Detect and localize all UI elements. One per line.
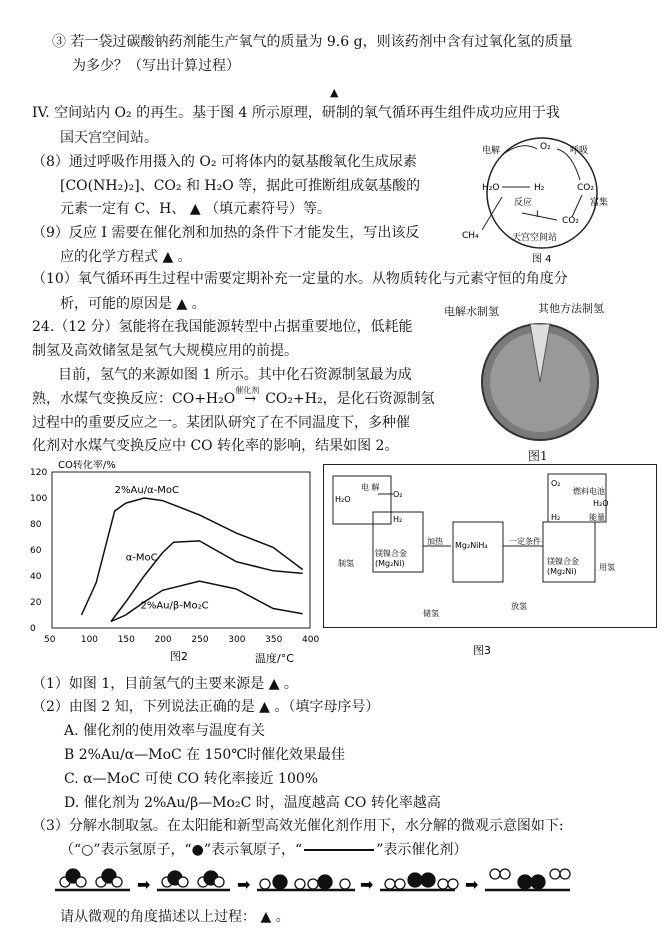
x-tick-label: 150 [117,635,135,645]
hydrogen-atom [395,879,405,889]
x-tick-label: 100 [80,635,99,645]
hydrogen-atom [260,879,270,889]
y-tick-label: 80 [30,520,42,530]
fig3-mg2ni: (Mg₂Ni) [375,559,405,568]
q24-option-b: B 2%Au/α—MoC 在 150℃时催化效果最佳 [64,747,346,763]
section-iv-line2: 国天宫空间站。 [60,130,158,146]
fig3-use-h2: 用氢 [599,563,615,572]
fig4-reaction-label: 反应 [514,198,533,208]
q24-line4 [32,386,435,408]
fig1-label-left: 电解水制氢 [444,305,499,318]
fig3-o2-right: O₂ [551,479,561,488]
fig3-fuel-cell: 燃料电池 [573,487,605,496]
fig4-enrich-label: 富集 [590,198,609,208]
hydrogen-atom [76,877,86,887]
fig4-ch4-label: CH₄ [462,231,479,241]
q9-line2: 应的化学方程式 ▲ 。 [60,249,192,265]
fig3-h2o: H₂O [335,495,351,504]
y-tick-label: 120 [30,468,48,478]
oxygen-atom [531,875,545,889]
fig3-release: 放氢 [511,602,527,611]
hydrogen-atom [490,869,500,879]
hydrogen-atom [550,869,560,879]
x-tick-label: 250 [191,635,209,645]
x-tick-label: 200 [154,635,172,645]
fig1-caption: 图1 [528,449,548,463]
hydrogen-atom [438,879,448,889]
hydrogen-atom [560,869,570,879]
oxygen-atom [421,873,435,887]
fig3-mgni-alloy: 镁镍合金 [375,549,407,558]
figure-1-disc [470,322,610,442]
fig4-h2o-label: H₂O [482,183,500,193]
q24-line2: 制氢及高效储氢是氢气大规模应用的前提。 [32,343,298,359]
y-tick-label: 40 [30,572,42,582]
q8-line2: [CO(NH₂)₂]、CO₂ 和 H₂O 等，据此可推断组成氨基酸的 [60,178,421,194]
y-tick-label: 0 [30,624,36,634]
fig3-electrolysis: 电 解 [361,483,380,492]
catalyst-arrow: 催化剂 → [235,390,265,408]
series-label: 2%Au/α-MoC [114,484,180,496]
fig4-co2-bottom-label: CO₂ [562,216,579,226]
hydrogen-atom [112,877,122,887]
arrow-icon: ➡ [237,875,251,894]
answer-triangle: ▲ [330,86,339,99]
fig4-h2-label: H₂ [534,183,545,193]
x-tick-label: 50 [44,635,56,645]
fig3-mgni-alloy-right: 镁镍合金 [547,557,579,566]
q8-line3: 元素一定有 C、H、 ▲ （填元素符号）等。 [60,201,332,217]
fig4-station-label: 天宫空间站 [512,233,558,243]
fig3-o2-left: O₂ [393,490,403,499]
y-tick-label: 60 [30,546,42,556]
q24-sub3-last: 请从微观的角度描述以上过程： ▲ 。 [60,909,290,925]
hydrogen-atom [340,879,350,889]
q24-sub3-line2-b: ”表示催化剂） [376,842,468,858]
q24-option-a: A. 催化剂的使用效率与温度有关 [64,723,266,739]
y-tick-label: 20 [30,598,42,608]
arrow-icon: ➡ [360,875,374,894]
series-line [81,498,302,615]
y-tick-label: 100 [30,494,48,504]
hydrogen-atom [178,877,188,887]
series-label: 2%Au/β-Mo₂C [140,600,209,612]
chart-ylabel: CO转化率/% [58,460,116,471]
fig3-certain-condition: 一定条件 [509,537,541,546]
q24-line1: 24.（12 分）氢能将在我国能源转型中占据重要地位，低耗能 [32,319,413,335]
hydrogen-atom [295,879,305,889]
fig3-h2-left: H₂ [393,515,403,524]
q3-line2: 为多少？（写出计算过程） [72,58,240,74]
water-decomposition-micro-diagram [55,862,615,898]
hydrogen-atom [308,879,318,889]
section-iv-line1: IV. 空间站内 O₂ 的再生。基于图 4 所示原理，研制的氧气循环再生组件成功应用于我 [32,105,560,121]
fig4-caption: 图 4 [532,254,552,265]
figure-4-cycle-diagram [462,135,622,265]
oxygen-atom [408,873,422,887]
arrow-icon: ➡ [465,875,479,894]
q24-sub1: （1）如图 1，目前氢气的主要来源是 ▲ 。 [32,676,298,692]
fig3-h2-right: H₂ [551,513,561,522]
fig3-mg2nih4: Mg₂NiH₄ [455,541,488,550]
q10-line2: 析，可能的原因是 ▲ 。 [60,296,206,312]
catalyst-label: 催化剂 [235,386,260,395]
fig4-electrolysis-label: 电解 [482,146,501,156]
fig3-energy: 能量 [589,513,605,522]
figure-2-line-chart [30,460,320,665]
q24-sub3-line1: （3）分解水制取氢。在太阳能和新型高效光催化剂作用下，水分解的微观示意图如下: [32,818,564,834]
oxygen-atom [318,875,332,889]
fig4-respiration-label: 呼吸 [570,146,589,156]
q24-sub2: （2）由图 2 知，下列说法正确的是 ▲ 。（填字母序号） [32,699,380,715]
arrow-icon: ➡ [137,875,151,894]
chart-caption: 图2 [170,650,188,663]
q24-option-d: D. 催化剂为 2%Au/β—Mo₂C 时，温度越高 CO 转化率越高 [64,795,441,811]
q3-line1: ③ 若一袋过碳酸钠药剂能生产氧气的质量为 9.6 g，则该药剂中含有过氧化氢的质量 [52,34,573,50]
x-tick-label: 300 [228,635,246,645]
x-tick-label: 400 [302,635,320,645]
fig3-heating: 加热 [427,537,443,546]
chart-xlabel: 温度/°C [255,652,294,665]
hydrogen-atom [448,879,458,889]
oxygen-atom [518,875,532,889]
q10-line1: （10）氧气循环再生过程中需要定期补充一定量的水。从物质转化与元素守恒的角度分 [32,271,568,287]
q24-line6: 化剂对水煤气变换反应中 CO 转化率的影响，结果如图 2。 [32,438,399,454]
q24-sub3-line2 [60,841,467,859]
q24-sub3-line2-a: （“○”表示氢原子，“●”表示氧原子，“ [60,842,303,858]
fig3-hydrogen-production: 制氢 [338,559,354,568]
hydrogen-atom [385,879,395,889]
q8-line1: （8）通过呼吸作用摄入的 O₂ 可将体内的氨基酸氧化生成尿素 [32,154,417,170]
catalyst-line-symbol [304,849,374,851]
q24-option-c: C. α—MoC 可使 CO 转化率接近 100% [64,771,319,787]
q24-line4-pre: 熟，水煤气变换反应：CO+H₂O [32,391,236,407]
fig4-roman-i-label: I [536,210,539,220]
q9-line1: （9）反应 I 需要在催化剂和加热的条件下才能发生，写出该反 [32,225,420,241]
fig4-o2-label: O₂ [540,142,551,152]
oxygen-atom [273,875,287,889]
fig3-caption: 图3 [473,644,491,657]
hydrogen-atom [500,869,510,879]
series-label: α-MoC [125,552,158,564]
q24-line3: 目前，氢气的来源如图 1 所示。其中化石资源制氢最为成 [58,367,412,383]
fig1-label-right: 其他方法制氢 [538,302,604,315]
fig4-co2-top-label: CO₂ [577,183,594,193]
hydrogen-atom [214,877,224,887]
x-tick-label: 350 [265,635,283,645]
figure-3-flow-diagram [323,464,657,664]
q24-line4-post: CO₂+H₂，是化石资源制氢 [265,391,435,407]
fig3-mg2ni-right: (Mg₂Ni) [547,567,577,576]
fig3-storage: 储氢 [423,609,439,618]
q24-line5: 过程中的重要反应之一。某团队研究了在不同温度下，多种催 [32,415,410,431]
fig3-h2o-right: H₂O [593,499,609,508]
